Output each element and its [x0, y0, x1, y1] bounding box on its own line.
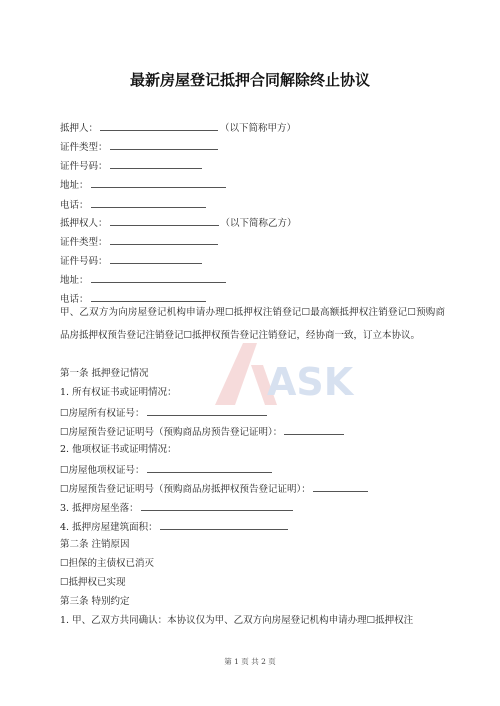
blank-line: [91, 196, 206, 208]
blank-line: [91, 176, 226, 188]
field-mortgagee: [60, 214, 297, 230]
blank-line: [110, 233, 218, 245]
blank-line: [110, 138, 218, 150]
field-label: ☐房屋预告登记证明号（预购商品房预告登记证明）：: [60, 427, 283, 438]
field-id-number-a: [60, 157, 204, 173]
field-label: 电话：: [60, 294, 89, 305]
field-label: 电话：: [60, 200, 89, 211]
intro-paragraph: 甲、乙双方为向房屋登记机构申请办理☐抵押权注销登记☐最高额抵押权注销登记☐预购商品房抵押权预告登记注销登记☐抵押权预告登记注销登记，经协商一致，订立本协议。: [60, 307, 445, 341]
field-label: 证件号码：: [60, 161, 108, 172]
field-label: ☐房屋预告登记证明号（预购商品房抵押权预告登记证明）：: [60, 484, 311, 495]
field-label: 4. 抵押房屋建筑面积：: [60, 522, 158, 533]
watermark-text: ASK: [267, 360, 354, 404]
article3-item1: 1. 甲、乙双方共同确认：本协议仅为甲、乙双方向房屋登记机构申请办理☐抵押权注: [60, 615, 414, 626]
field-label: 证件类型：: [60, 142, 108, 153]
blank-line: [110, 214, 219, 226]
article3-heading: 第三条 特别约定: [60, 596, 130, 607]
field-label: 地址：: [60, 180, 89, 191]
blank-line: [160, 518, 288, 530]
article1-item2a: [60, 461, 274, 477]
article2-heading: 第二条 注销原因: [60, 539, 130, 550]
field-label: 抵押人：: [60, 123, 99, 134]
blank-line: [147, 404, 267, 416]
blank-line: [313, 480, 368, 492]
article1-item3: [60, 499, 295, 515]
blank-line: [100, 119, 218, 131]
blank-line: [141, 499, 293, 511]
field-id-number-b: [60, 252, 204, 268]
field-label: 地址：: [60, 275, 89, 286]
field-mortgagor: [60, 119, 296, 135]
page-footer: 第 1 页 共 2 页: [224, 657, 276, 666]
blank-line: [91, 271, 226, 283]
field-address-a: [60, 176, 228, 192]
field-label: 证件类型：: [60, 237, 108, 248]
blank-line: [110, 252, 202, 264]
field-id-type-b: [60, 233, 220, 249]
document-title: 最新房屋登记抵押合同解除终止协议: [129, 71, 370, 89]
article1-item2b: [60, 480, 370, 496]
field-label: 证件号码：: [60, 256, 108, 267]
field-label: ☐房屋他项权证号：: [60, 465, 145, 476]
field-suffix: （以下简称乙方）: [220, 218, 297, 229]
field-phone-a: [60, 196, 208, 212]
article2-option1: ☐担保的主债权已消灭: [60, 558, 155, 569]
article1-item2: 2. 他项权证书或证明情况：: [60, 444, 177, 455]
field-label: 3. 抵押房屋坐落：: [60, 503, 139, 514]
field-label: ☐房屋所有权证号：: [60, 408, 145, 419]
blank-line: [284, 423, 344, 435]
watermark-logo: [205, 335, 365, 415]
field-address-b: [60, 271, 228, 287]
field-suffix: （以下简称甲方）: [220, 123, 297, 134]
article1-item4: [60, 518, 290, 534]
article1-item1b: [60, 423, 346, 439]
article1-item1: 1. 所有权证书或证明情况：: [60, 387, 177, 398]
field-label: 抵押权人：: [60, 218, 108, 229]
field-id-type-a: [60, 138, 220, 154]
article1-heading: 第一条 抵押登记情况: [60, 368, 149, 379]
blank-line: [147, 461, 272, 473]
article1-item1a: [60, 404, 269, 420]
article2-option2: ☐抵押权已实现: [60, 577, 126, 588]
blank-line: [110, 157, 202, 169]
